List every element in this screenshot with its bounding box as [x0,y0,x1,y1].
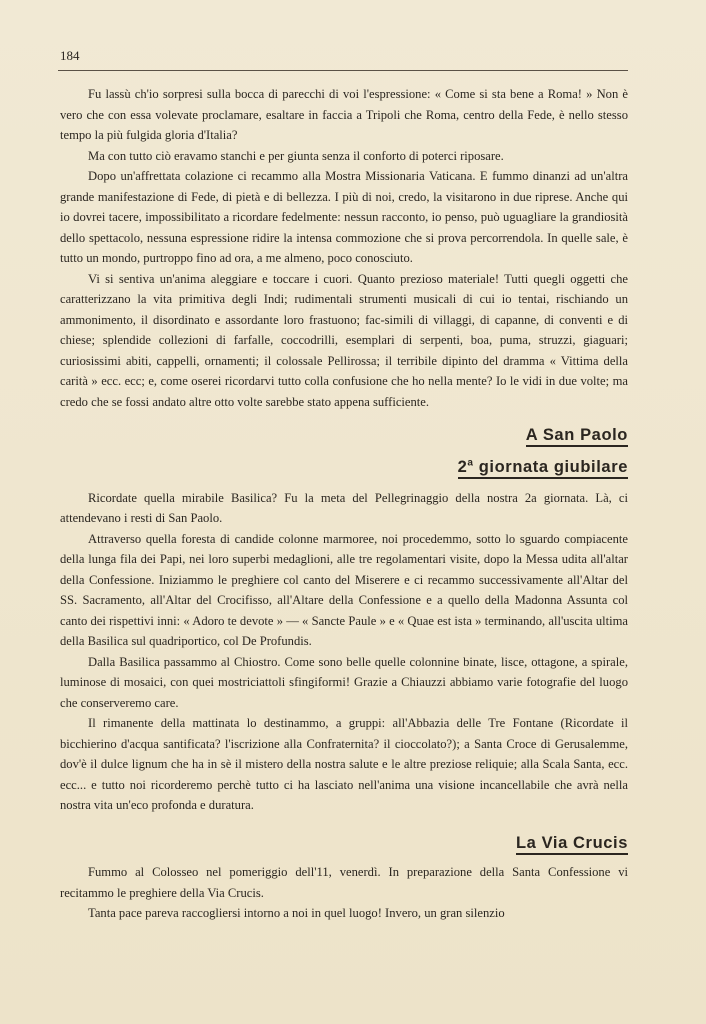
heading-number: 2 [457,458,468,476]
heading-label: giornata giubilare [478,458,628,476]
heading-ordinal: a [467,457,474,469]
paragraph: Dalla Basilica passammo al Chiostro. Come sono belle quelle colonnine binate, lisce, ottagone, a spirale, luminose di mosaici, con quei mostriciattoli sfingiformi! Grazie a Chiauzzi abbiamo varie fotografie del luogo che conserveremo care. [60,654,628,710]
paragraph: Fu lassù ch'io sorpresi sulla bocca di parecchi di voi l'espressione: « Come si sta bene a Roma! » Non è vero che con essa volevate proclamare, esaltare in faccia a Tripoli che Roma, centro della Fede, è nello stesso tempo la più fulgida gloria d'Italia? [60,87,628,142]
section-heading-giornata [60,454,628,478]
section-heading-text [458,458,628,479]
paragraph: Attraverso quella foresta di candide colonne marmoree, noi procedemmo, sotto lo sguardo compiacente della lunga fila dei Papi, nei loro superbi medaglioni, alle tre regolamentari visite, dopo la Messa udita all'altar della Confessione. Iniziammo le preghiere col canto del Miserere e ci recammo successivamente all'Altar del SS. Sacramento, all'Altar del Crocifisso, all'Altare della Confessione e a quello della Madonna Assunta col canto dei rispettivi inni: « Adoro te devote » — « Sancte Paule » e « Quae est ista » terminando, all'uscita ultima della Basilica sul quadriportico, col De Profundis. [60,531,628,648]
paragraph: Ma con tutto ciò eravamo stanchi e per giunta senza il conforto di poterci riposare. [88,148,504,163]
section-heading-san-paolo [60,425,628,446]
paragraph: Fummo al Colosseo nel pomeriggio dell'11, venerdì. In preparazione della Santa Confessione vi recitammo le preghiere della Via Crucis. [60,865,628,900]
section-heading-text: La Via Crucis [516,834,628,855]
page-number: 184 [60,48,80,63]
paragraph: Ricordate quella mirabile Basilica? Fu la meta del Pellegrinaggio della nostra 2a giornata. Là, ci attendevano i resti di San Paolo. [60,490,628,525]
section-heading-via-crucis [60,833,628,854]
paragraph: Il rimanente della mattinata lo destinammo, a gruppi: all'Abbazia delle Tre Fontane (Ricordate il bicchierino d'acqua santificata? l'iscrizione alla Confraternita? il cioccolato?); a Santa Croce di Gerusalemme, dov'è il dulce lignum che ha in sè il mistero della nostra salute e le altre preziose reliquie; alla Scala Santa, ecc. ecc... e tutto noi ricorderemo perchè tutto ci ha lasciato nell'anima una visione incancellabile che avrà nella nostra vita un'eco profonda e duratura. [60,716,628,812]
paragraph: Vi si sentiva un'anima aleggiare e toccare i cuori. Quanto prezioso materiale! Tutti quegli oggetti che caratterizzano la vita primitiva degli Indi; rudimentali strumenti musicali di cui io tentai, rischiando un ammonimento, il disordinato e assordante loro frastuono; fac-simili di villaggi, di capanne, di conventi e di chiese; splendide collezioni di farfalle, coccodrilli, esemplari di serpenti, boa, puma, struzzi, giaguari; curiosissimi abiti, cappelli, ornamenti; il colossale Pellirossa; il terribile dipinto del dramma « Vittima della carità » ecc. ecc; e, come oserei ricordarvi tutto colla confusione che ho nella mente? Io le vidi in due volte; ma credo che se fossi andato altre otto volte sarebbe stato appena sufficiente. [60,271,628,409]
section-heading-text: A San Paolo [526,426,628,447]
paragraph: Tanta pace pareva raccogliersi intorno a noi in quel luogo! Invero, un gran silenzio [88,906,505,920]
page-body [60,84,628,924]
paragraph: Dopo un'affrettata colazione ci recammo alla Mostra Missionaria Vaticana. E fummo dinanzi ad un'altra grande manifestazione di Fede, di pietà e di bellezza. I più di noi, credo, la visitarono in due riprese. Anche qui io dovrei tacere, impossibilitato a ricordare fedelmente: nessun racconto, io penso, può uguagliare la grandiosità dello spettacolo, nessuna espressione ridire la intensa commozione che si prova percorrendola. In quelle sale, è tutto un mondo, purtroppo fino ad ora, a me almeno, poco conosciuto. [60,169,628,265]
header-rule [58,70,628,71]
